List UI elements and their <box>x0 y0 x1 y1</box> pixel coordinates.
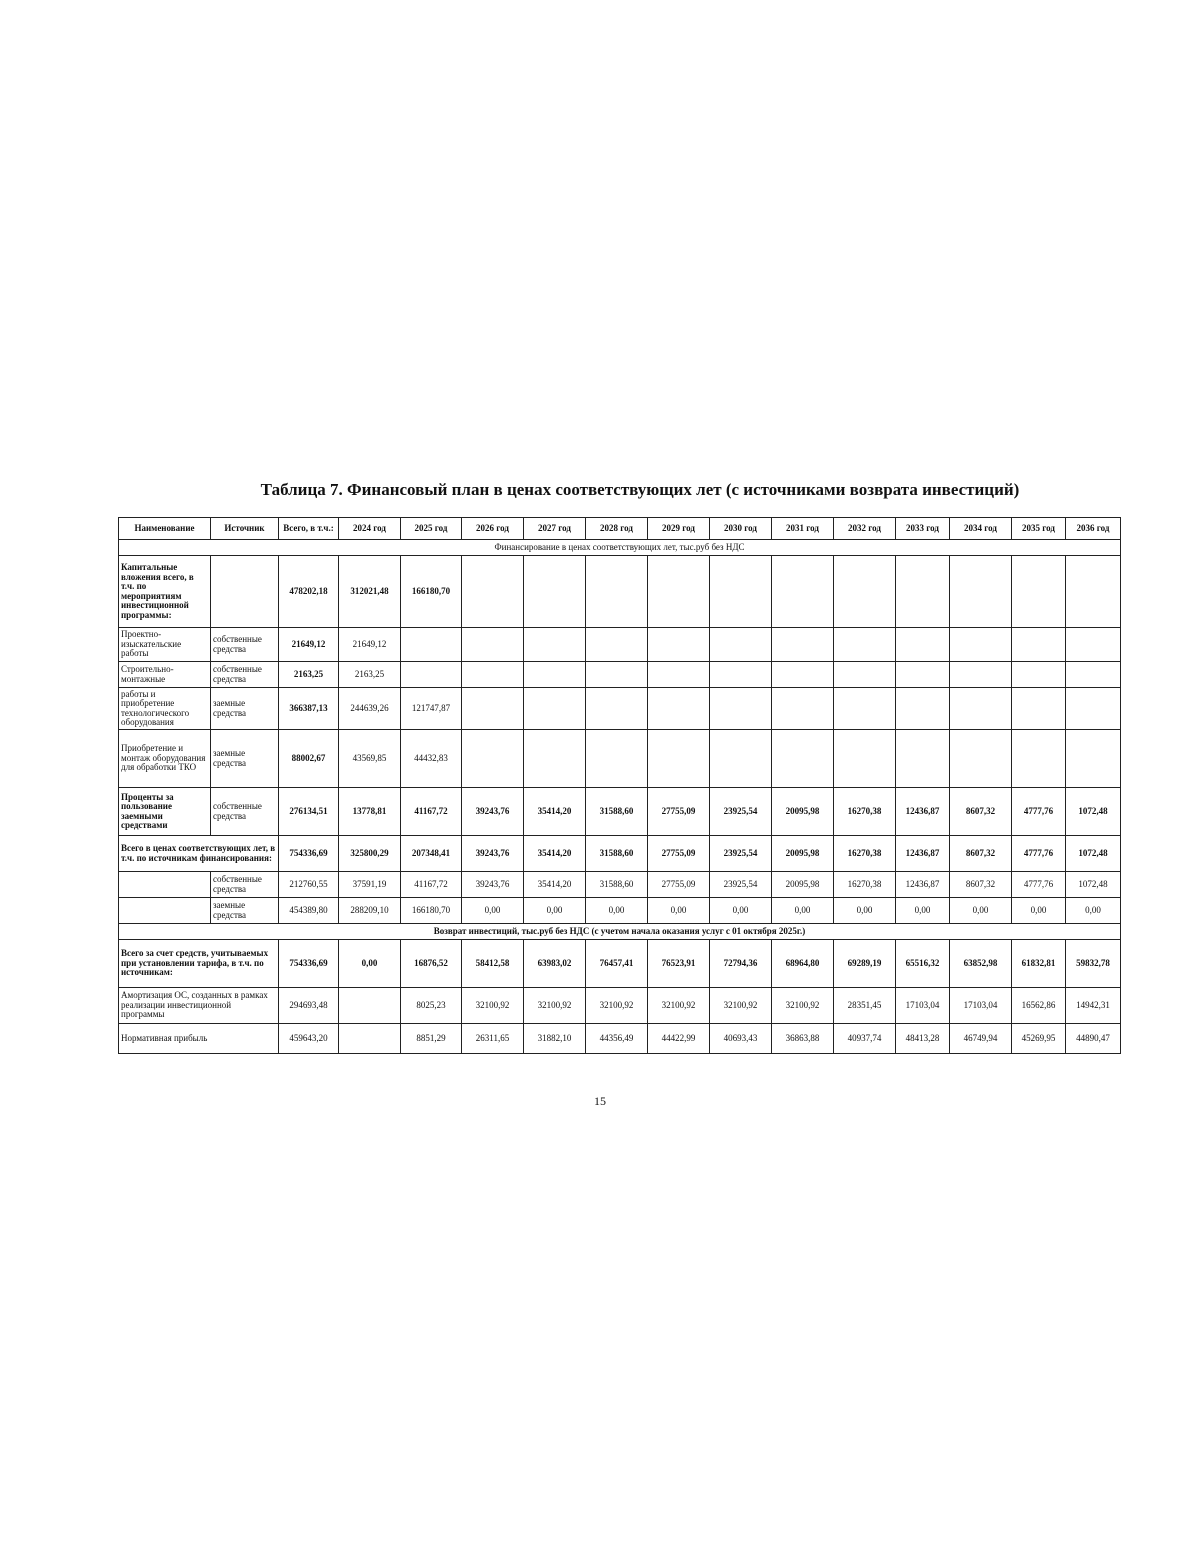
value-cell <box>339 988 401 1024</box>
value-cell: 8607,32 <box>950 788 1012 836</box>
value-cell: 1072,48 <box>1066 788 1121 836</box>
value-cell: 13778,81 <box>339 788 401 836</box>
value-cell <box>586 628 648 662</box>
value-cell <box>648 556 710 628</box>
row-name: Нормативная прибыль <box>119 1024 279 1054</box>
value-cell <box>896 662 950 688</box>
value-cell: 44432,83 <box>401 730 462 788</box>
value-cell: 27755,09 <box>648 872 710 898</box>
value-cell <box>1012 688 1066 730</box>
value-cell: 20095,98 <box>772 836 834 872</box>
value-cell: 21649,12 <box>339 628 401 662</box>
value-cell: 32100,92 <box>462 988 524 1024</box>
value-cell: 32100,92 <box>648 988 710 1024</box>
value-cell <box>950 556 1012 628</box>
value-cell: 32100,92 <box>710 988 772 1024</box>
value-cell <box>772 688 834 730</box>
column-header: 2031 год <box>772 518 834 540</box>
value-cell <box>462 730 524 788</box>
total-row <box>119 836 1121 872</box>
value-cell: 0,00 <box>710 898 772 924</box>
value-cell <box>896 730 950 788</box>
value-cell <box>524 688 586 730</box>
value-cell: 0,00 <box>524 898 586 924</box>
row-name: Проектно-изыскательские работы <box>119 628 211 662</box>
value-cell: 35414,20 <box>524 872 586 898</box>
row-name: Амортизация ОС, созданных в рамках реализации инвестиционной программы <box>119 988 279 1024</box>
column-header: 2033 год <box>896 518 950 540</box>
value-cell: 454389,80 <box>279 898 339 924</box>
value-cell: 8025,23 <box>401 988 462 1024</box>
value-cell: 0,00 <box>586 898 648 924</box>
value-cell <box>710 556 772 628</box>
value-cell <box>586 688 648 730</box>
value-cell: 43569,85 <box>339 730 401 788</box>
value-cell <box>462 628 524 662</box>
value-cell: 8607,32 <box>950 836 1012 872</box>
value-cell <box>772 662 834 688</box>
value-cell <box>710 662 772 688</box>
value-cell: 44356,49 <box>586 1024 648 1054</box>
value-cell: 21649,12 <box>279 628 339 662</box>
value-cell: 212760,55 <box>279 872 339 898</box>
value-cell <box>896 688 950 730</box>
row-source: заемные средства <box>211 730 279 788</box>
value-cell: 121747,87 <box>401 688 462 730</box>
empty-cell <box>119 872 211 898</box>
row-source <box>211 556 279 628</box>
page-number: 15 <box>594 1094 606 1108</box>
column-header: Всего, в т.ч.: <box>279 518 339 540</box>
value-cell: 1072,48 <box>1066 836 1121 872</box>
value-cell: 23925,54 <box>710 872 772 898</box>
value-cell: 41167,72 <box>401 788 462 836</box>
value-cell <box>834 628 896 662</box>
value-cell <box>710 730 772 788</box>
value-cell <box>950 688 1012 730</box>
empty-cell <box>119 898 211 924</box>
value-cell: 72794,36 <box>710 940 772 988</box>
value-cell: 58412,58 <box>462 940 524 988</box>
value-cell: 63983,02 <box>524 940 586 988</box>
value-cell: 44422,99 <box>648 1024 710 1054</box>
column-header: 2027 год <box>524 518 586 540</box>
value-cell: 0,00 <box>1066 898 1121 924</box>
value-cell: 276134,51 <box>279 788 339 836</box>
value-cell: 207348,41 <box>401 836 462 872</box>
value-cell: 59832,78 <box>1066 940 1121 988</box>
value-cell: 1072,48 <box>1066 872 1121 898</box>
value-cell <box>950 628 1012 662</box>
table-row <box>119 988 1121 1024</box>
source-row <box>119 872 1121 898</box>
value-cell <box>524 556 586 628</box>
value-cell: 63852,98 <box>950 940 1012 988</box>
value-cell: 12436,87 <box>896 788 950 836</box>
value-cell: 39243,76 <box>462 788 524 836</box>
value-cell <box>586 556 648 628</box>
value-cell <box>648 628 710 662</box>
value-cell <box>648 688 710 730</box>
value-cell: 31588,60 <box>586 788 648 836</box>
value-cell: 46749,94 <box>950 1024 1012 1054</box>
value-cell <box>648 662 710 688</box>
value-cell: 35414,20 <box>524 788 586 836</box>
value-cell: 31882,10 <box>524 1024 586 1054</box>
value-cell <box>401 662 462 688</box>
value-cell: 28351,45 <box>834 988 896 1024</box>
row-name: Проценты за пользование заемными средствами <box>119 788 211 836</box>
value-cell: 0,00 <box>339 940 401 988</box>
table-title: Таблица 7. Финансовый план в ценах соответствующих лет (с источниками возврата инвестиций) <box>260 480 1020 499</box>
value-cell: 4777,76 <box>1012 872 1066 898</box>
value-cell <box>1066 556 1121 628</box>
financial-plan-table-wrap <box>118 517 1120 1054</box>
value-cell: 39243,76 <box>462 872 524 898</box>
value-cell: 23925,54 <box>710 836 772 872</box>
value-cell: 32100,92 <box>772 988 834 1024</box>
value-cell: 39243,76 <box>462 836 524 872</box>
value-cell <box>339 1024 401 1054</box>
value-cell <box>1012 730 1066 788</box>
value-cell: 69289,19 <box>834 940 896 988</box>
row-name: Строительно-монтажные <box>119 662 211 688</box>
value-cell: 12436,87 <box>896 836 950 872</box>
column-header: 2034 год <box>950 518 1012 540</box>
value-cell: 0,00 <box>950 898 1012 924</box>
value-cell: 48413,28 <box>896 1024 950 1054</box>
value-cell: 754336,69 <box>279 836 339 872</box>
value-cell: 244639,26 <box>339 688 401 730</box>
value-cell: 17103,04 <box>896 988 950 1024</box>
value-cell <box>524 662 586 688</box>
value-cell: 166180,70 <box>401 556 462 628</box>
row-source: заемные средства <box>211 688 279 730</box>
row-name: Приобретение и монтаж оборудования для обработки ТКО <box>119 730 211 788</box>
section-header: Финансирование в ценах соответствующих лет, тыс.руб без НДС <box>119 540 1121 556</box>
table-row <box>119 1024 1121 1054</box>
value-cell: 4777,76 <box>1012 836 1066 872</box>
row-source: собственные средства <box>211 788 279 836</box>
value-cell: 37591,19 <box>339 872 401 898</box>
table-row <box>119 688 1121 730</box>
value-cell: 76523,91 <box>648 940 710 988</box>
column-header: 2026 год <box>462 518 524 540</box>
value-cell <box>1066 662 1121 688</box>
row-source: заемные средства <box>211 898 279 924</box>
value-cell: 17103,04 <box>950 988 1012 1024</box>
value-cell: 16562,86 <box>1012 988 1066 1024</box>
value-cell: 31588,60 <box>586 872 648 898</box>
value-cell: 88002,67 <box>279 730 339 788</box>
row-source: собственные средства <box>211 662 279 688</box>
value-cell <box>950 730 1012 788</box>
value-cell: 16876,52 <box>401 940 462 988</box>
value-cell: 325800,29 <box>339 836 401 872</box>
value-cell <box>896 628 950 662</box>
value-cell: 36863,88 <box>772 1024 834 1054</box>
value-cell <box>586 730 648 788</box>
value-cell <box>834 688 896 730</box>
value-cell: 459643,20 <box>279 1024 339 1054</box>
value-cell: 32100,92 <box>524 988 586 1024</box>
value-cell: 31588,60 <box>586 836 648 872</box>
value-cell: 20095,98 <box>772 788 834 836</box>
value-cell: 32100,92 <box>586 988 648 1024</box>
value-cell: 0,00 <box>462 898 524 924</box>
section-header-row <box>119 924 1121 940</box>
value-cell <box>896 556 950 628</box>
value-cell: 26311,65 <box>462 1024 524 1054</box>
value-cell: 312021,48 <box>339 556 401 628</box>
section-header: Возврат инвестиций, тыс.руб без НДС (с учетом начала оказания услуг с 01 октября 2025г.) <box>119 924 1121 940</box>
row-name: Капитальные вложения всего, в т.ч. по мероприятиям инвестиционной программы: <box>119 556 211 628</box>
value-cell <box>950 662 1012 688</box>
value-cell: 8607,32 <box>950 872 1012 898</box>
value-cell <box>710 688 772 730</box>
value-cell <box>1066 730 1121 788</box>
value-cell <box>1012 662 1066 688</box>
value-cell: 2163,25 <box>339 662 401 688</box>
value-cell: 61832,81 <box>1012 940 1066 988</box>
value-cell: 14942,31 <box>1066 988 1121 1024</box>
value-cell: 4777,76 <box>1012 788 1066 836</box>
value-cell <box>1012 556 1066 628</box>
row-name: Всего в ценах соответствующих лет, в т.ч. по источникам финансирования: <box>119 836 279 872</box>
value-cell <box>1066 688 1121 730</box>
value-cell: 754336,69 <box>279 940 339 988</box>
value-cell: 65516,32 <box>896 940 950 988</box>
value-cell <box>586 662 648 688</box>
column-header: 2028 год <box>586 518 648 540</box>
value-cell <box>772 628 834 662</box>
table-row <box>119 788 1121 836</box>
table-row <box>119 628 1121 662</box>
column-header: 2029 год <box>648 518 710 540</box>
table-row <box>119 940 1121 988</box>
value-cell: 166180,70 <box>401 898 462 924</box>
column-header: 2024 год <box>339 518 401 540</box>
value-cell <box>524 628 586 662</box>
value-cell: 0,00 <box>772 898 834 924</box>
row-source: собственные средства <box>211 872 279 898</box>
source-row <box>119 898 1121 924</box>
value-cell <box>462 662 524 688</box>
value-cell: 41167,72 <box>401 872 462 898</box>
value-cell: 68964,80 <box>772 940 834 988</box>
column-header: 2036 год <box>1066 518 1121 540</box>
value-cell: 40937,74 <box>834 1024 896 1054</box>
value-cell: 366387,13 <box>279 688 339 730</box>
value-cell: 45269,95 <box>1012 1024 1066 1054</box>
value-cell: 27755,09 <box>648 836 710 872</box>
value-cell: 0,00 <box>896 898 950 924</box>
value-cell <box>834 662 896 688</box>
table-row <box>119 662 1121 688</box>
value-cell <box>524 730 586 788</box>
value-cell: 16270,38 <box>834 836 896 872</box>
value-cell: 20095,98 <box>772 872 834 898</box>
row-name: работы и приобретение технологического оборудования <box>119 688 211 730</box>
value-cell <box>1066 628 1121 662</box>
column-header: 2025 год <box>401 518 462 540</box>
value-cell: 0,00 <box>834 898 896 924</box>
column-header: Наименование <box>119 518 211 540</box>
value-cell: 288209,10 <box>339 898 401 924</box>
value-cell: 44890,47 <box>1066 1024 1121 1054</box>
value-cell: 294693,48 <box>279 988 339 1024</box>
column-header: Источник <box>211 518 279 540</box>
value-cell <box>772 556 834 628</box>
value-cell: 2163,25 <box>279 662 339 688</box>
financial-plan-table <box>118 517 1121 1054</box>
value-cell: 478202,18 <box>279 556 339 628</box>
value-cell: 12436,87 <box>896 872 950 898</box>
value-cell <box>462 556 524 628</box>
value-cell <box>648 730 710 788</box>
value-cell <box>834 556 896 628</box>
value-cell: 76457,41 <box>586 940 648 988</box>
row-name: Всего за счет средств, учитываемых при установлении тарифа, в т.ч. по источникам: <box>119 940 279 988</box>
value-cell <box>834 730 896 788</box>
value-cell: 16270,38 <box>834 788 896 836</box>
value-cell: 27755,09 <box>648 788 710 836</box>
value-cell: 16270,38 <box>834 872 896 898</box>
value-cell: 0,00 <box>1012 898 1066 924</box>
value-cell: 40693,43 <box>710 1024 772 1054</box>
value-cell: 8851,29 <box>401 1024 462 1054</box>
value-cell <box>401 628 462 662</box>
table-header-row <box>119 518 1121 540</box>
table-row <box>119 730 1121 788</box>
table-row <box>119 556 1121 628</box>
value-cell: 35414,20 <box>524 836 586 872</box>
value-cell <box>1012 628 1066 662</box>
row-source: собственные средства <box>211 628 279 662</box>
value-cell <box>710 628 772 662</box>
column-header: 2035 год <box>1012 518 1066 540</box>
section-header-row <box>119 540 1121 556</box>
column-header: 2032 год <box>834 518 896 540</box>
value-cell <box>772 730 834 788</box>
value-cell: 23925,54 <box>710 788 772 836</box>
column-header: 2030 год <box>710 518 772 540</box>
value-cell <box>462 688 524 730</box>
value-cell: 0,00 <box>648 898 710 924</box>
